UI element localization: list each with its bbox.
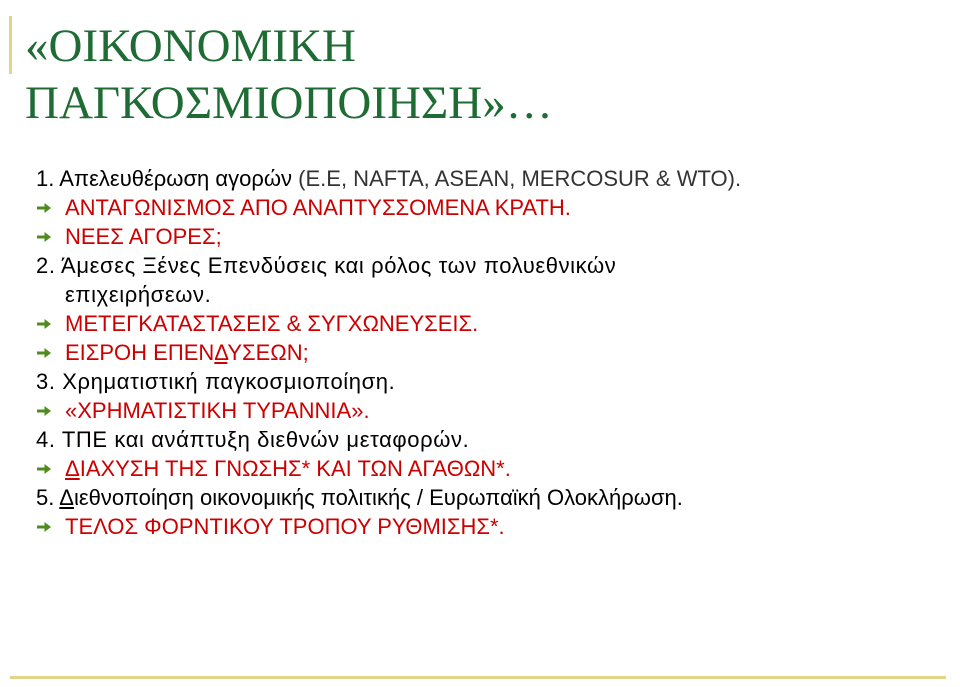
- sub-item-5-1: [0, 512, 960, 541]
- list-item-3: [0, 367, 960, 396]
- sub-item-text: «ΧΡΗΜΑΤΙΣΤΙΚΗ ΤΥΡΑΝΝΙΑ».: [65, 398, 370, 423]
- arrow-right-icon: [36, 230, 52, 244]
- arrow-right-icon: [36, 404, 52, 418]
- bottom-accent-rule: [10, 676, 946, 679]
- list-item-5: [0, 483, 960, 512]
- sub-item-2-2: [0, 338, 960, 367]
- item-3-text: 3. Χρηματιστική παγκοσμιοποίηση.: [36, 369, 396, 394]
- item-5-text-b: ιεθνοποίηση οικονομικής πολιτικής / Ευρωπαϊκή Ολοκλήρωση.: [73, 485, 683, 510]
- arrow-right-icon: [36, 201, 52, 215]
- sub-item-text-underlined: Δ: [65, 456, 80, 481]
- sub-item-text: ΜΕΤΕΓΚΑΤΑΣΤΑΣΕΙΣ & ΣΥΓΧΩΝΕΥΣΕΙΣ.: [65, 311, 479, 336]
- arrow-right-icon: [36, 520, 52, 534]
- slide-content: [0, 164, 960, 541]
- sub-item-text-b: ΥΣΕΩΝ;: [227, 340, 309, 365]
- list-item-2-continued: [0, 280, 960, 309]
- item-2-text: 2. Άμεσες Ξένες Επενδύσεις και ρόλος των πολυεθνικών: [36, 253, 617, 278]
- item-4-text: 4. ΤΠΕ και ανάπτυξη διεθνών μεταφορών.: [36, 427, 470, 452]
- left-accent-rule: [9, 16, 12, 74]
- slide-title: [25, 18, 553, 132]
- arrow-right-icon: [36, 462, 52, 476]
- item-5-text-a: 5.: [36, 485, 60, 510]
- item-5-text-underlined: Δ: [59, 485, 74, 510]
- sub-item-text: ΝΕΕΣ ΑΓΟΡΕΣ;: [65, 224, 222, 249]
- sub-item-text: ΤΕΛΟΣ ΦΟΡΝΤΙΚΟΥ ΤΡΟΠΟΥ ΡΥΘΜΙΣΗΣ*.: [65, 514, 505, 539]
- list-item-2: [0, 251, 960, 280]
- title-line-2: ΠΑΓΚΟΣΜΙΟΠΟΙΗΣΗ»…: [25, 77, 553, 129]
- sub-item-2-1: [0, 309, 960, 338]
- item-2-text-continued: επιχειρήσεων.: [65, 282, 212, 307]
- list-item-1: [0, 164, 960, 193]
- sub-item-4-1: [0, 454, 960, 483]
- item-1-text: 1. Απελευθέρωση αγορών: [36, 166, 299, 191]
- sub-item-text-b: ΙΑΧΥΣΗ ΤΗΣ ΓΝΩΣΗΣ* ΚΑΙ ΤΩΝ ΑΓΑΘΩΝ*.: [79, 456, 511, 481]
- item-1-organizations: (Ε.Ε, NAFTA, ASEAN, MERCOSUR & WTO).: [298, 166, 742, 191]
- sub-item-text-underlined: Δ: [214, 340, 228, 365]
- title-line-1: «ΟΙΚΟΝΟΜΙΚΗ: [25, 20, 356, 72]
- sub-item-text-a: ΕΙΣΡΟΗ ΕΠΕΝ: [65, 340, 215, 365]
- arrow-right-icon: [36, 346, 52, 360]
- sub-item-text: ΑΝΤΑΓΩΝΙΣΜΟΣ ΑΠΟ ΑΝΑΠΤΥΣΣΟΜΕΝΑ ΚΡΑΤΗ.: [65, 195, 571, 220]
- arrow-right-icon: [36, 317, 52, 331]
- sub-item-1-2: [0, 222, 960, 251]
- list-item-4: [0, 425, 960, 454]
- sub-item-1-1: [0, 193, 960, 222]
- sub-item-3-1: [0, 396, 960, 425]
